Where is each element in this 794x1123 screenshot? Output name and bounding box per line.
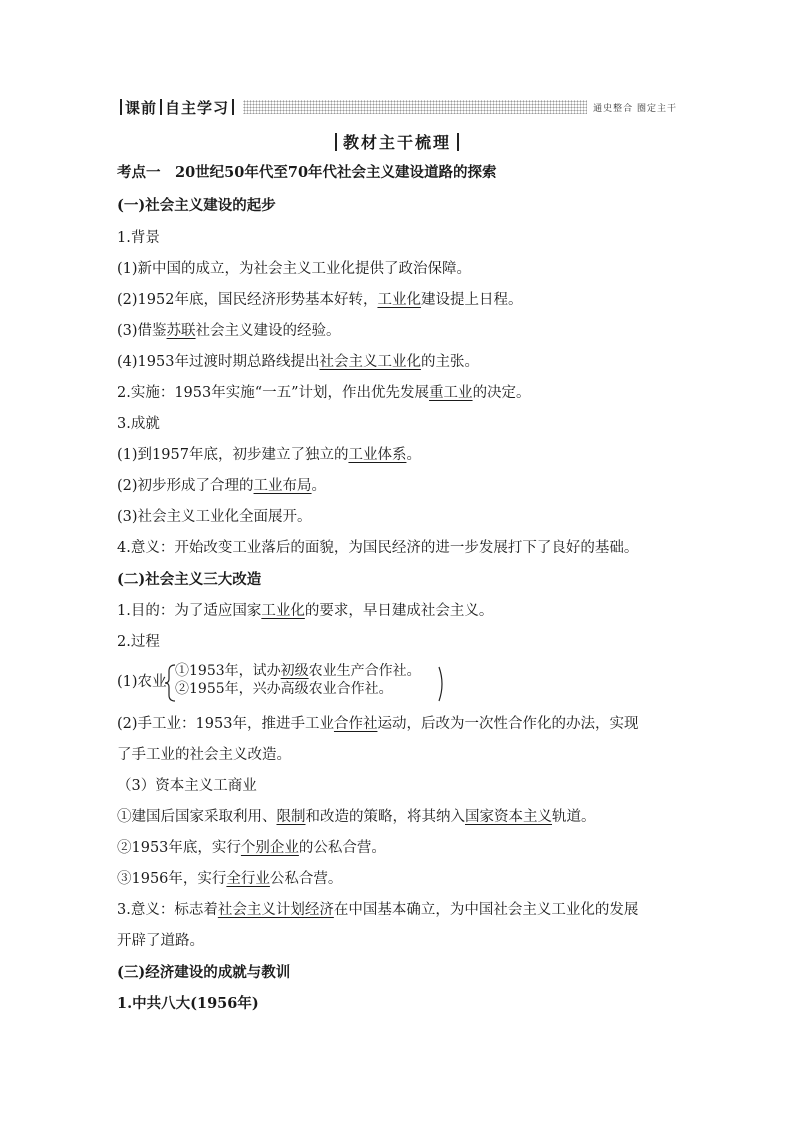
underlined-term: 初级 bbox=[280, 663, 309, 679]
underlined-term: 社会主义工业化 bbox=[319, 354, 421, 370]
text-segment: 的要求，早日建成社会主义。 bbox=[304, 603, 494, 619]
underlined-term: 工业体系 bbox=[348, 447, 407, 463]
text-segment: 社会主义建设的经验。 bbox=[195, 323, 341, 339]
agriculture-item: ②1955年，兴办高级农业合作社。 bbox=[175, 681, 393, 697]
text-segment: 。 bbox=[311, 478, 327, 494]
underlined-term: 限制 bbox=[276, 809, 306, 825]
text-line bbox=[117, 321, 341, 341]
text-segment: 运动，后改为一次性合作化的办法，实现 bbox=[377, 716, 639, 732]
item-heading: 1.背景 bbox=[117, 230, 160, 246]
topic-heading: 考点一 20世纪50年代至70年代社会主义建设道路的探索 bbox=[117, 164, 497, 181]
text-segment: (2)初步形成了合理的 bbox=[117, 478, 254, 494]
text-segment: (3)借鉴 bbox=[117, 323, 167, 339]
text-line: 开辟了道路。 bbox=[117, 933, 204, 949]
item-heading: 1.中共八大(1956年) bbox=[117, 995, 259, 1012]
divider-bar bbox=[120, 99, 122, 115]
agriculture-items bbox=[175, 662, 421, 698]
underlined-term: 社会主义计划经济 bbox=[217, 902, 334, 918]
text-line bbox=[117, 383, 531, 403]
underlined-term: 全行业 bbox=[226, 871, 270, 887]
agriculture-label: (1)农业 bbox=[117, 674, 167, 690]
underlined-term: 国家资本主义 bbox=[465, 809, 552, 825]
underlined-term: 工业化 bbox=[377, 292, 421, 308]
underlined-term: 个别企业 bbox=[240, 840, 299, 856]
text-segment: ①1953年，试办 bbox=[175, 663, 281, 679]
text-line: 4.意义：开始改变工业落后的面貌，为国民经济的进一步发展打下了良好的基础。 bbox=[117, 540, 639, 556]
section-title bbox=[0, 130, 794, 153]
header-title-part2: 自主学习 bbox=[165, 98, 230, 117]
subsection-heading: (二)社会主义三大改造 bbox=[117, 571, 262, 588]
text-line bbox=[117, 352, 479, 372]
text-segment: 2.实施：1953年实施“一五”计划，作出优先发展 bbox=[117, 385, 430, 401]
text-segment: 的公私合营。 bbox=[298, 840, 386, 856]
divider-bar bbox=[232, 99, 234, 115]
text-segment: 农业生产合作社。 bbox=[308, 663, 421, 679]
text-segment: (1)到1957年底，初步建立了独立的 bbox=[117, 447, 349, 463]
page-header bbox=[117, 96, 677, 118]
text-line bbox=[117, 807, 596, 827]
text-line: (1)新中国的成立，为社会主义工业化提供了政治保障。 bbox=[117, 261, 472, 277]
divider-bar bbox=[457, 133, 459, 151]
text-line: (3)社会主义工业化全面展开。 bbox=[117, 509, 312, 525]
text-segment: 建设提上日程。 bbox=[420, 292, 523, 308]
text-segment: 和改造的策略，将其纳入 bbox=[305, 809, 465, 825]
text-segment: 3.意义：标志着 bbox=[117, 902, 218, 918]
text-line bbox=[117, 900, 638, 920]
text-segment: 公私合营。 bbox=[269, 871, 343, 887]
section-title-text: 教材主干梳理 bbox=[342, 133, 451, 152]
subsection-heading: (一)社会主义建设的起步 bbox=[117, 197, 276, 214]
text-segment: 轨道。 bbox=[552, 809, 596, 825]
divider-bar bbox=[160, 99, 162, 115]
item-heading: （3）资本主义工商业 bbox=[117, 778, 257, 794]
text-line bbox=[117, 714, 638, 734]
item-heading: 2.过程 bbox=[117, 634, 160, 650]
text-line bbox=[117, 601, 493, 621]
subsection-heading: (三)经济建设的成就与教训 bbox=[117, 964, 291, 981]
text-segment: ③1956年，实行 bbox=[117, 871, 227, 887]
text-line bbox=[117, 476, 326, 496]
header-dotted-band bbox=[243, 100, 587, 114]
header-title-part1: 课前 bbox=[125, 98, 158, 117]
text-segment: (2)手工业：1953年，推进手工业 bbox=[117, 716, 334, 732]
text-segment: 的决定。 bbox=[472, 385, 531, 401]
text-segment: 在中国基本确立，为中国社会主义工业化的发展 bbox=[333, 902, 639, 918]
text-segment: (4)1953年过渡时期总路线提出 bbox=[117, 354, 320, 370]
header-right-text: 通史整合 圈定主干 bbox=[593, 103, 677, 114]
text-segment: ②1953年底，实行 bbox=[117, 840, 241, 856]
item-heading: 3.成就 bbox=[117, 416, 160, 432]
underlined-term: 重工业 bbox=[429, 385, 473, 401]
text-line bbox=[117, 290, 522, 310]
text-segment: 1.目的：为了适应国家 bbox=[117, 603, 262, 619]
header-title bbox=[117, 97, 237, 118]
agriculture-item bbox=[175, 662, 421, 680]
underlined-term: 工业化 bbox=[261, 603, 305, 619]
underlined-term: 苏联 bbox=[166, 323, 196, 339]
right-paren-icon bbox=[437, 666, 447, 702]
underlined-term: 合作社 bbox=[333, 716, 378, 732]
text-segment: 的主张。 bbox=[420, 354, 479, 370]
text-line bbox=[117, 838, 386, 858]
text-line bbox=[117, 445, 421, 465]
text-segment: ①建国后国家采取利用、 bbox=[117, 809, 277, 825]
text-line: 了手工业的社会主义改造。 bbox=[117, 747, 291, 763]
divider-bar bbox=[335, 133, 337, 151]
text-segment: (2)1952年底，国民经济形势基本好转， bbox=[117, 292, 378, 308]
text-line bbox=[117, 869, 342, 889]
underlined-term: 工业布局 bbox=[253, 478, 312, 494]
text-segment: 。 bbox=[406, 447, 421, 463]
